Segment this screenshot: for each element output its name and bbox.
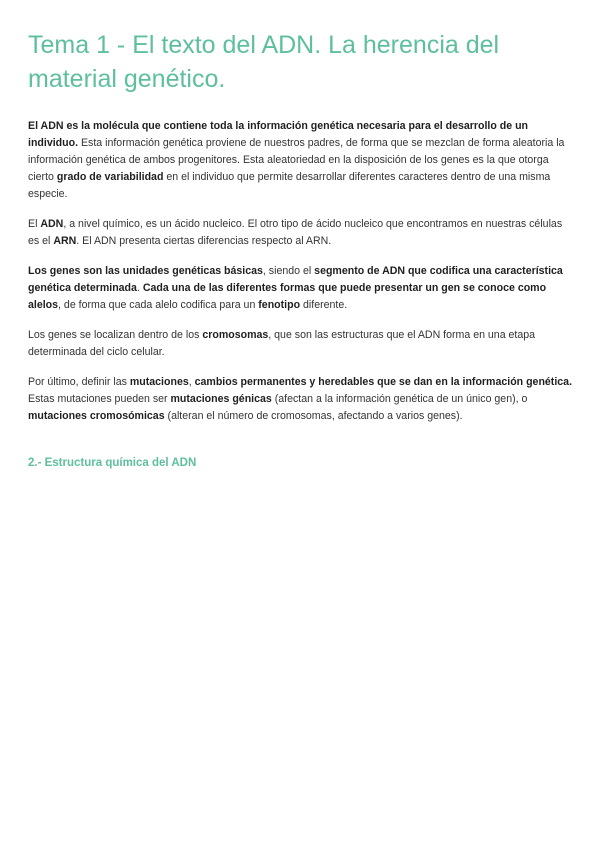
- bold-text-run: Cada una de las diferentes formas que puede presentar un gen se conoce como alelos: [28, 282, 547, 311]
- text-run: (alteran el número de cromosomas, afectando a varios genes).: [164, 410, 463, 422]
- text-run: , que son las estructuras que el ADN forma en una etapa determinada del ciclo celular.: [28, 329, 536, 358]
- paragraph-adn-intro: [28, 118, 574, 203]
- bold-text-run: ADN: [40, 218, 64, 230]
- bold-text-run: segmento de ADN que codifica una característica genética determinada: [28, 265, 563, 294]
- document-page: [28, 28, 574, 471]
- text-run: .: [136, 282, 143, 294]
- paragraphs-container: [28, 118, 574, 425]
- bold-text-run: fenotipo: [258, 299, 301, 311]
- text-run: , siendo el: [262, 265, 315, 277]
- text-run: ,: [188, 376, 195, 388]
- bold-text-run: grado de variabilidad: [56, 171, 164, 183]
- text-run: Esta información genética proviene de nuestros padres, de forma que se mezclan de forma aleatoria la información genética de ambos progenitores. Esta aleatoriedad en la disposición de los genes es la que otorga cierto: [28, 137, 565, 183]
- bold-text-run: El ADN es la molécula que contiene toda la información genética necesaria para el desarrollo de un individuo.: [28, 120, 529, 149]
- paragraph-adn-chemistry: [28, 216, 574, 250]
- bold-text-run: ARN: [53, 235, 77, 247]
- text-run: (afectan a la información genética de un único gen), o: [271, 393, 528, 405]
- bold-text-run: mutaciones génicas: [170, 393, 272, 405]
- text-run: Los genes se localizan dentro de los: [28, 329, 203, 341]
- text-run: , de forma que cada alelo codifica para un: [58, 299, 259, 311]
- text-run: , a nivel químico, es un ácido nucleico. El otro tipo de ácido nucleico que encontramos en nuestras células es el: [28, 218, 563, 247]
- bold-text-run: cromosomas: [202, 329, 269, 341]
- page-title: Tema 1 - El texto del ADN. La herencia del material genético.: [28, 31, 500, 93]
- paragraph-genes: [28, 263, 574, 314]
- text-run: El: [28, 218, 41, 230]
- text-run: Por último, definir las: [28, 376, 130, 388]
- bold-text-run: mutaciones: [129, 376, 189, 388]
- bold-text-run: Los genes son las unidades genéticas básicas: [28, 265, 263, 277]
- bold-text-run: mutaciones cromosómicas: [28, 410, 165, 422]
- text-run: en el individuo que permite desarrollar diferentes caracteres dentro de una misma especie.: [28, 171, 551, 200]
- paragraph-mutations: [28, 374, 574, 425]
- text-run: . El ADN presenta ciertas diferencias respecto al ARN.: [76, 235, 332, 247]
- text-run: Estas mutaciones pueden ser: [28, 393, 171, 405]
- bold-text-run: cambios permanentes y heredables que se dan en la información genética.: [194, 376, 573, 388]
- paragraph-chromosomes: [28, 327, 574, 361]
- section-heading: 2.- Estructura química del ADN: [28, 457, 197, 469]
- text-run: diferente.: [300, 299, 348, 311]
